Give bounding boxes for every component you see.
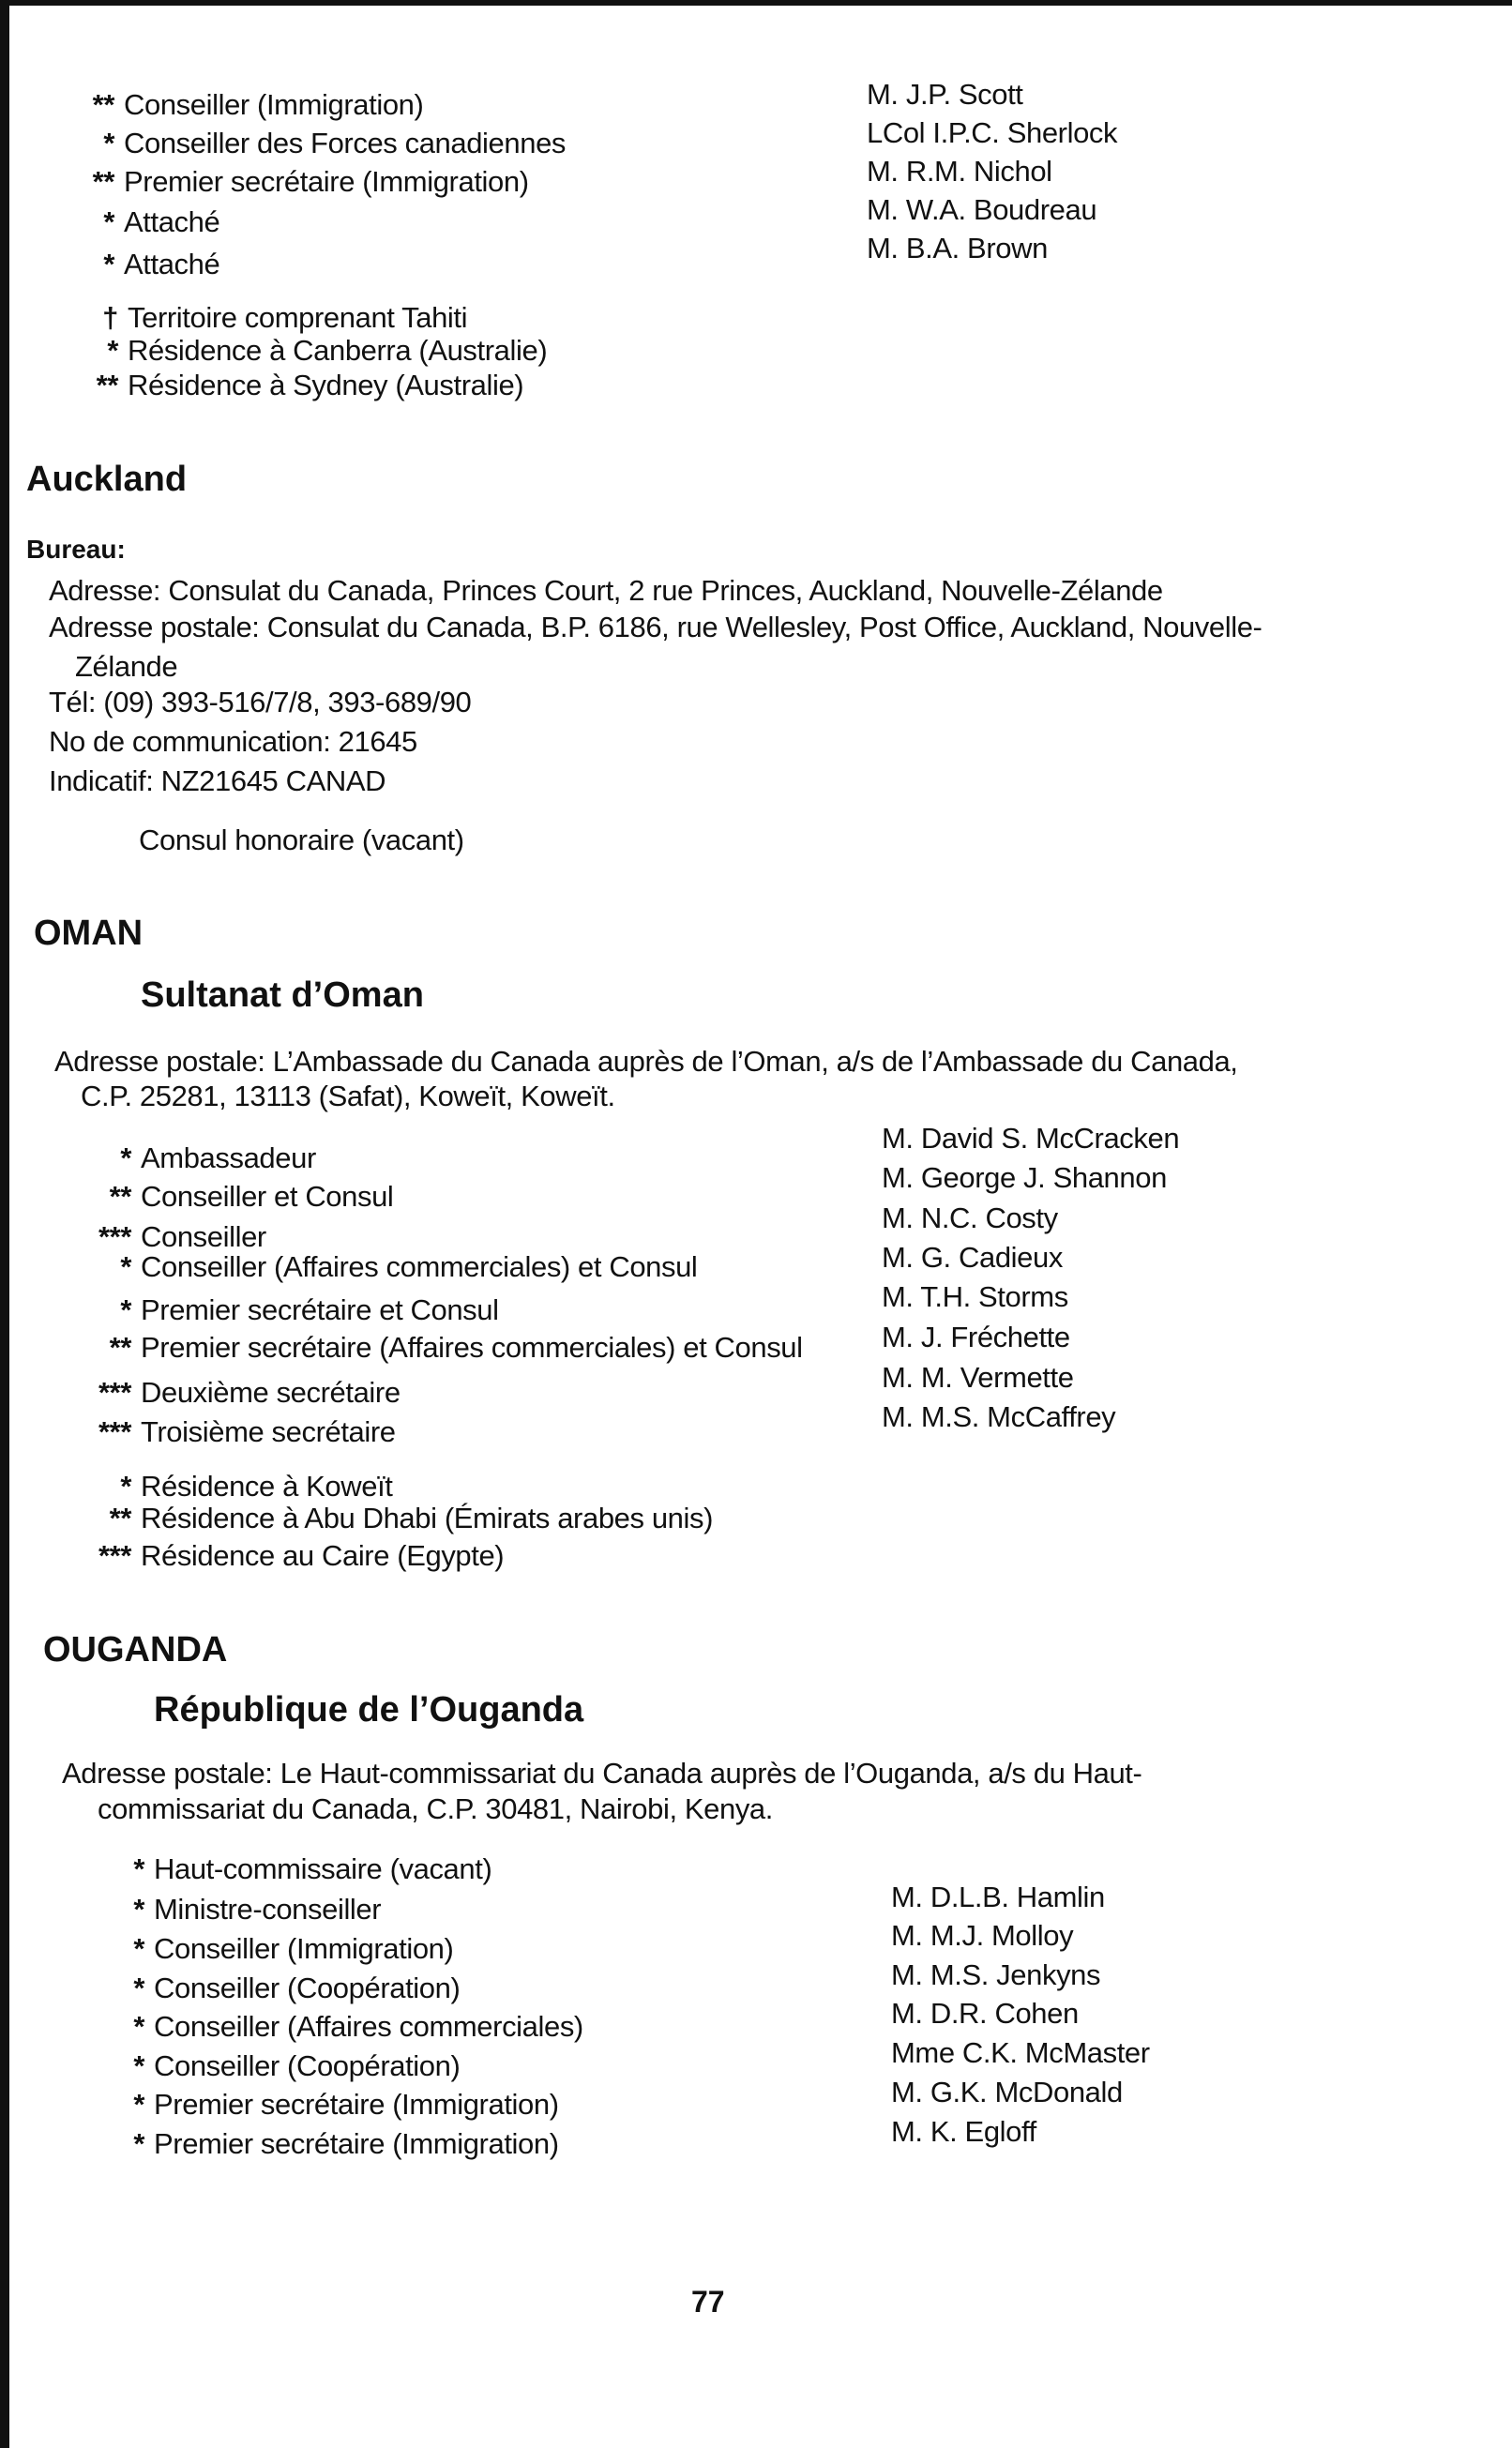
- position-row: * Attaché: [103, 248, 220, 280]
- communication-number: No de communication: 21645: [49, 725, 417, 758]
- position-row: *** Conseiller: [98, 1220, 266, 1253]
- officer-name: Mme C.K. McMaster: [891, 2036, 1150, 2069]
- position-row: * Ministre-conseiller: [133, 1893, 382, 1926]
- address-line: Adresse: Consulat du Canada, Princes Court, 2 rue Princes, Auckland, Nouvelle-Zélande: [49, 574, 1163, 607]
- position-row: * Premier secrétaire et Consul: [120, 1293, 499, 1326]
- officer-name: M. J.P. Scott: [867, 78, 1023, 111]
- footnote: ** Résidence à Sydney (Australie): [96, 369, 524, 401]
- country-heading-oman: OMAN: [34, 914, 144, 953]
- officer-name: M. B.A. Brown: [867, 232, 1048, 264]
- telephone-line: Tél: (09) 393-516/7/8, 393-689/90: [49, 686, 472, 718]
- position-row: * Conseiller (Coopération): [133, 1972, 461, 2004]
- officer-name: M. G.K. McDonald: [891, 2076, 1123, 2108]
- officer-name: M. M.J. Molloy: [891, 1919, 1074, 1952]
- officer-name: M. David S. McCracken: [882, 1122, 1180, 1155]
- office-label: Bureau:: [26, 535, 126, 564]
- officer-name: M. D.R. Cohen: [891, 1997, 1079, 2030]
- page-number: 77: [691, 2285, 725, 2319]
- position-row: * Conseiller (Coopération): [133, 2049, 461, 2082]
- official-name-oman: Sultanat d’Oman: [141, 975, 424, 1015]
- position-row: * Conseiller (Affaires commerciales): [133, 2010, 583, 2043]
- officer-name: M. K. Egloff: [891, 2115, 1036, 2148]
- position-row: ** Conseiller (Immigration): [92, 88, 424, 121]
- footnote: * Résidence à Koweït: [120, 1470, 393, 1503]
- position-row: ** Premier secrétaire (Affaires commerciales) et Consul: [109, 1331, 803, 1364]
- telex-code: Indicatif: NZ21645 CANAD: [49, 764, 386, 797]
- position-row: * Attaché: [103, 205, 220, 238]
- section-heading-auckland: Auckland: [26, 460, 188, 499]
- position-row: *** Deuxième secrétaire: [98, 1376, 401, 1409]
- position-row: * Conseiller (Immigration): [133, 1932, 454, 1965]
- position-row: *** Troisième secrétaire: [98, 1415, 396, 1448]
- officer-name: M. D.L.B. Hamlin: [891, 1881, 1105, 1913]
- position-row: * Ambassadeur: [120, 1141, 316, 1174]
- officer-name: M. M. Vermette: [882, 1361, 1074, 1394]
- position-row: * Premier secrétaire (Immigration): [133, 2088, 559, 2121]
- officer-name: M. J. Fréchette: [882, 1321, 1070, 1353]
- officer-name: M. N.C. Costy: [882, 1201, 1058, 1234]
- officer-name: M. M.S. Jenkyns: [891, 1958, 1101, 1991]
- officer-name: M. G. Cadieux: [882, 1241, 1063, 1274]
- officer-name: M. R.M. Nichol: [867, 155, 1052, 188]
- officer-name: LCol I.P.C. Sherlock: [867, 116, 1118, 149]
- postal-address-continuation: C.P. 25281, 13113 (Safat), Koweït, Koweït.: [81, 1080, 615, 1112]
- position-row: * Conseiller des Forces canadiennes: [103, 127, 567, 159]
- officer-name: M. T.H. Storms: [882, 1280, 1068, 1313]
- position-row: * Premier secrétaire (Immigration): [133, 2127, 559, 2160]
- officer-name: M. George J. Shannon: [882, 1161, 1167, 1194]
- postal-address-continuation: Zélande: [75, 650, 178, 683]
- footnote: * Résidence à Canberra (Australie): [107, 334, 548, 367]
- postal-address-continuation: commissariat du Canada, C.P. 30481, Nairobi, Kenya.: [98, 1792, 773, 1825]
- position-row: * Conseiller (Affaires commerciales) et Consul: [120, 1250, 698, 1283]
- country-heading-ouganda: OUGANDA: [43, 1630, 228, 1670]
- postal-address-line: Adresse postale: L’Ambassade du Canada auprès de l’Oman, a/s de l’Ambassade du Canada,: [54, 1045, 1238, 1078]
- postal-address-line: Adresse postale: Consulat du Canada, B.P. 6186, rue Wellesley, Post Office, Auckland, Nouvelle-: [49, 611, 1263, 643]
- position-row: * Haut-commissaire (vacant): [133, 1852, 492, 1885]
- official-name-ouganda: République de l’Ouganda: [154, 1690, 584, 1730]
- honorary-consul: Consul honoraire (vacant): [139, 824, 464, 856]
- footnote: † Territoire comprenant Tahiti: [102, 301, 468, 334]
- officer-name: M. W.A. Boudreau: [867, 193, 1097, 226]
- position-row: ** Premier secrétaire (Immigration): [92, 165, 529, 198]
- footnote: *** Résidence au Caire (Egypte): [98, 1539, 505, 1572]
- officer-name: M. M.S. McCaffrey: [882, 1400, 1116, 1433]
- footnote: ** Résidence à Abu Dhabi (Émirats arabes unis): [109, 1502, 714, 1534]
- postal-address-line: Adresse postale: Le Haut-commissariat du Canada auprès de l’Ouganda, a/s du Haut-: [62, 1757, 1142, 1790]
- position-row: ** Conseiller et Consul: [109, 1180, 394, 1213]
